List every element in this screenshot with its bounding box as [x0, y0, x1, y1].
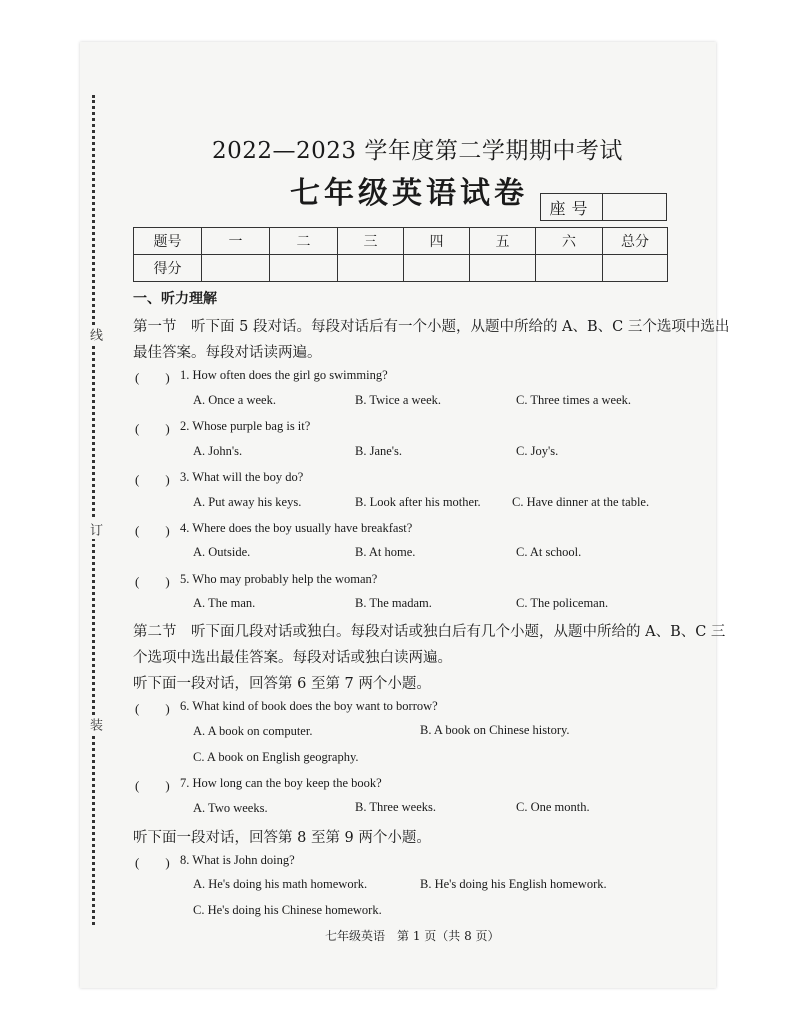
option-a: A. Once a week.: [193, 393, 276, 407]
answer-blank[interactable]: ( ): [135, 370, 170, 385]
question-stem: 7. How long can the boy keep the book?: [180, 776, 382, 790]
score-cell[interactable]: [470, 255, 536, 282]
table-cell: 二: [270, 228, 338, 255]
option-a: A. Two weeks.: [193, 801, 268, 815]
option-c: C. The policeman.: [516, 596, 609, 610]
option-b: B. A book on Chinese history.: [420, 723, 570, 737]
option-c: C. Joy's.: [516, 444, 559, 458]
answer-blank[interactable]: ( ): [135, 574, 170, 589]
table-cell: 三: [338, 228, 404, 255]
answer-blank[interactable]: ( ): [135, 523, 170, 538]
option-c: C. A book on English geography.: [193, 750, 359, 764]
question-stem: 6. What kind of book does the boy want to borrow?: [180, 699, 438, 713]
table-cell: 五: [470, 228, 536, 255]
answer-blank[interactable]: ( ): [135, 855, 170, 870]
table-cell: 得分: [134, 255, 202, 282]
instruction-line: 第一节 听下面 5 段对话。每段对话后有一个小题，从题中所给的 A、B、C 三个选项中选出: [133, 319, 730, 335]
question-stem: 5. Who may probably help the woman?: [180, 572, 378, 586]
option-b: B. Twice a week.: [355, 393, 442, 407]
option-c: C. Have dinner at the table.: [512, 495, 650, 509]
instruction-line: 听下面一段对话，回答第 6 至第 7 两个小题。: [133, 676, 431, 692]
score-cell[interactable]: [270, 255, 338, 282]
table-cell: 题号: [134, 228, 202, 255]
option-a: A. The man.: [193, 596, 256, 610]
option-b: B. At home.: [355, 545, 416, 559]
answer-blank[interactable]: ( ): [135, 472, 170, 487]
option-a: A. He's doing his math homework.: [193, 877, 368, 891]
option-c: C. One month.: [516, 800, 590, 814]
seat-number-field[interactable]: [603, 194, 666, 220]
seat-number-box: [540, 193, 667, 221]
score-table-header-row: [134, 228, 668, 255]
score-cell[interactable]: [404, 255, 470, 282]
option-c: C. He's doing his Chinese homework.: [193, 903, 382, 917]
exam-subject-title: 七年级英语试卷: [290, 176, 528, 211]
table-cell: 一: [202, 228, 270, 255]
score-cell[interactable]: [603, 255, 668, 282]
option-b: B. He's doing his English homework.: [420, 877, 607, 891]
binding-mark-ding: 订: [85, 520, 104, 539]
instruction-line: 听下面一段对话，回答第 8 至第 9 两个小题。: [133, 830, 431, 846]
binding-dotted-line: [92, 95, 95, 925]
score-cell[interactable]: [536, 255, 603, 282]
table-cell: 四: [404, 228, 470, 255]
score-table: [133, 227, 668, 282]
score-cell[interactable]: [202, 255, 270, 282]
instruction-line: 最佳答案。每段对话读两遍。: [133, 345, 322, 361]
score-cell[interactable]: [338, 255, 404, 282]
question-stem: 8. What is John doing?: [180, 853, 295, 867]
page-footer: 七年级英语 第 1 页（共 8 页）: [325, 929, 500, 943]
option-a: A. A book on computer.: [193, 724, 313, 738]
question-stem: 4. Where does the boy usually have breakfast?: [180, 521, 413, 535]
question-stem: 2. Whose purple bag is it?: [180, 419, 311, 433]
option-b: B. Jane's.: [355, 444, 403, 458]
table-cell: 总分: [603, 228, 668, 255]
option-b: B. Look after his mother.: [355, 495, 481, 509]
option-b: B. The madam.: [355, 596, 432, 610]
binding-mark-xian: 线: [85, 325, 104, 344]
option-b: B. Three weeks.: [355, 800, 436, 814]
binding-mark-zhuang: 装: [85, 715, 104, 734]
exam-title: 2022—2023 学年度第二学期期中考试: [212, 138, 623, 164]
seat-label: 座号: [541, 194, 603, 220]
option-a: A. Put away his keys.: [193, 495, 302, 509]
answer-blank[interactable]: ( ): [135, 701, 170, 716]
option-a: A. John's.: [193, 444, 243, 458]
question-stem: 1. How often does the girl go swimming?: [180, 368, 388, 382]
answer-blank[interactable]: ( ): [135, 421, 170, 436]
option-c: C. At school.: [516, 545, 582, 559]
answer-blank[interactable]: ( ): [135, 778, 170, 793]
instruction-line: 个选项中选出最佳答案。每段对话或独白读两遍。: [133, 650, 452, 666]
option-a: A. Outside.: [193, 545, 251, 559]
score-table-score-row: [134, 255, 668, 282]
option-c: C. Three times a week.: [516, 393, 632, 407]
instruction-line: 第二节 听下面几段对话或独白。每段对话或独白后有几个小题，从题中所给的 A、B、C 三: [133, 624, 726, 640]
table-cell: 六: [536, 228, 603, 255]
question-stem: 3. What will the boy do?: [180, 470, 304, 484]
section-heading: 一、听力理解: [133, 291, 217, 307]
